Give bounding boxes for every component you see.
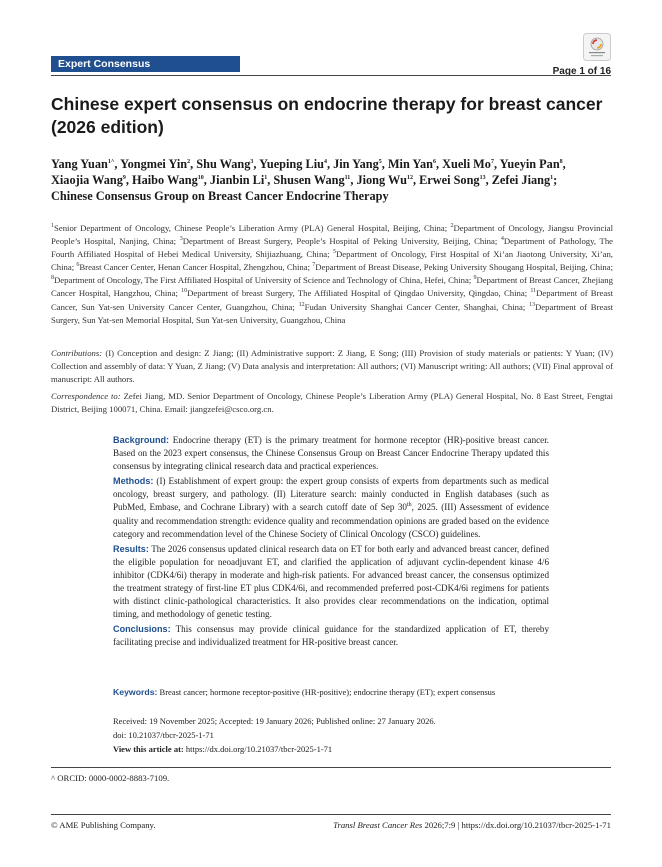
affiliation-marker: 2 [450, 223, 454, 230]
contributions: Contributions: (I) Conception and design: Z Jiang; (II) Administrative support: Z Jiang, E Song; (III) Provision of study materials or patients: Y Yuan; (IV) Collection and assembly of data: Y Yuan, Z Jiang; (V) Data analysis and interpretation: All authors; (VI) Manuscript writing: All authors; (VII) Final approval of manuscript: All authors. [51, 348, 613, 385]
author-affiliation-marker: 1 [550, 174, 554, 181]
section-label: Expert Consensus [51, 56, 240, 72]
journal-citation: Transl Breast Cancer Res 2026;7:9 | https://dx.doi.org/10.21037/tbcr-2025-1-71 [333, 820, 611, 830]
author-affiliation-marker: 13 [479, 174, 486, 181]
header-divider [51, 75, 611, 76]
affiliation-marker: 7 [312, 262, 316, 269]
affiliation-text: Department of Breast Cancer, Zhejiang Cancer Hospital, Hangzhou, China; [51, 275, 613, 299]
footnote-divider [51, 767, 611, 768]
affiliation-marker: 6 [76, 262, 80, 269]
affiliation-marker: 12 [298, 301, 305, 308]
author-name: Jianbin Li [209, 173, 265, 187]
affiliation-text: Department of breast Surgery, The Affiliated Hospital of Qingdao University, Qingdao, China; [187, 288, 531, 299]
affiliation-text: Department of Pathology, The Fourth Affiliated Hospital of Hebei Medical University, Shijiazhuang, China; [51, 236, 614, 260]
abstract-results: Results: The 2026 consensus updated clinical research data on ET for both early and advanced breast cancer, defined the eligible population for neoadjuvant ET, and clarified the application of adjuvant cyclin-dependent kinase 4/6 inhibitor (CDK4/6i) therapy in moderate and high-risk patients. For advanced breast cancer, the consensus optimized the treatment strategy of first-line ET plus CDK4/6i, and recommended preferred post-CDK4/6i regimens for patients with distinct clinic-pathological characteristics. It also provides clear recommendations on the indication, optimal timing, and methodology of genetic testing. [113, 543, 549, 620]
author-name: Shu Wang [196, 157, 251, 171]
article-doi[interactable]: doi: 10.21037/tbcr-2025-1-71 [113, 730, 214, 741]
page-number: Page 1 of 16 [552, 66, 611, 77]
author-name: Min Yan [387, 157, 433, 171]
correspondence: Correspondence to: Zefei Jiang, MD. Senior Department of Oncology, Chinese People’s Liberation Army (PLA) General Hospital, No. 8 East Street, Fengtai District, Beijing 100071, China. Email: jiangzefei@csco.org.cn. [51, 391, 613, 415]
author-name: Zefei Jiang [491, 173, 551, 187]
author-affiliation-marker: 4 [323, 158, 327, 165]
affiliation-marker: 11 [530, 288, 537, 295]
paper-title: Chinese expert consensus on endocrine therapy for breast cancer (2026 edition) [51, 94, 603, 137]
affiliation-text: Fudan University Shanghai Cancer Center, Shanghai, China; [304, 301, 530, 312]
check-for-updates-icon[interactable] [583, 33, 611, 61]
abstract-methods: Methods: (I) Establishment of expert group: the expert group consists of experts from departments such as medical oncology, breast surgery, and pathology. (II) Literature search: mainly conducted in English databases (such as PubMed, Embase, and Cochrane Library) with a search cutoff date of Sep 30th, 2025. (III) Assessment of evidence quality and recommendation strength: evidence quality and recommendation opinions are graded based on the evidence category and recommendation level of the Chinese Society of Clinical Oncology (CSCO) guidelines. [113, 476, 549, 539]
author-group: Chinese Consensus Group on Breast Cancer Endocrine Therapy [51, 189, 389, 203]
author-affiliation-marker: 1^ [107, 158, 115, 165]
affiliation-marker: 3 [179, 236, 183, 243]
author-name: Jin Yang [333, 157, 379, 171]
publisher-credit: © AME Publishing Company. [51, 820, 156, 830]
affiliation-text: Department of Breast Surgery, People’s Hospital of Peking University, Beijing, China; [182, 236, 501, 247]
author-name: Erwei Song [419, 173, 480, 187]
author-affiliation-marker: 10 [197, 174, 204, 181]
abstract-conclusions: Conclusions: This consensus may provide clinical guidance for the standardized application of ET, thereby facilitating precise and individualized treatment for HR-positive breast cancer. [113, 624, 549, 648]
author-affiliation-marker: 2 [187, 158, 191, 165]
affiliation-text: Department of Oncology, Jiangsu Provincial People’s Hospital, Nanjing, China; [51, 223, 613, 247]
author-affiliation-marker: 7 [490, 158, 494, 165]
abstract-background: Background: Endocrine therapy (ET) is the primary treatment for hormone receptor (HR)-positive breast cancer. Based on the 2023 expert consensus, the Chinese Consensus Group on Breast Cancer Endocrine Therapy updated this consensus by integrating clinical research data and practical experiences. [113, 435, 549, 472]
author-affiliation-marker: 12 [406, 174, 413, 181]
author-name: Yang Yuan [51, 157, 108, 171]
affiliation-marker: 1 [51, 223, 54, 230]
affiliation-text: Breast Cancer Center, Henan Cancer Hospital, Zhengzhou, China; [79, 262, 313, 273]
author-name: Yueping Liu [259, 157, 324, 171]
author-affiliation-marker: 3 [250, 158, 254, 165]
affiliation-marker: 5 [332, 249, 336, 256]
affiliation-text: Department of Oncology, The First Affiliated Hospital of University of Science and Technology of China, Hefei, China; [54, 275, 474, 286]
footer-divider [51, 814, 611, 815]
article-dates: Received: 19 November 2025; Accepted: 19 January 2026; Published online: 27 January 2026. [113, 716, 436, 726]
author-affiliation-marker: 11 [344, 174, 351, 181]
affiliation-text: Department of Breast Disease, Peking University Shougang Hospital, Beijing, China; [315, 262, 613, 273]
author-list: Yang Yuan$^{1\^{}}$, Yongmei Yin$^2$, Shu Wang$^3$, Yueping Liu$^4$, Jin Yang$^5$, Min Yan$^6$, Xueli Mo$^7$, Yueyin Pan$^8$, Xiaojia Wang$^9$, Haibo Wang$^{10}$, Jianbin Li$^1$, Shusen Wang$^{11}$, Jiong Wu$^{12}$, Erwei Song$^{13}$, Zefei Jiang$^1$; Chinese Consensus Group on Breast Cancer Endocrine Therapy [51, 157, 566, 203]
author-affiliation-marker: 1 [264, 174, 268, 181]
affiliation-text: Department of Breast Surgery, Sun Yat-sen Memorial Hospital, Sun Yat-sen University, Guangzhou, China [51, 301, 614, 325]
affiliation-marker: 10 [181, 288, 188, 295]
affiliation-marker: 9 [473, 275, 477, 282]
affiliation-text: Department of Breast Cancer, Sun Yat-sen University Cancer Center, Guangzhou, China; [51, 288, 614, 312]
author-name: Shusen Wang [273, 173, 345, 187]
article-meta [113, 714, 553, 757]
affiliation-text: Senior Department of Oncology, Chinese People’s Liberation Army (PLA) General Hospital, Beijing, China; [54, 223, 451, 233]
view-article-link[interactable]: View this article at: https://dx.doi.org/10.21037/tbcr-2025-1-71 [113, 744, 333, 755]
author-name: Xueli Mo [442, 157, 491, 171]
author-name: Yongmei Yin [120, 157, 188, 171]
affiliation-marker: 4 [500, 236, 504, 243]
author-name: Yueyin Pan [499, 157, 560, 171]
author-affiliation-marker: 6 [432, 158, 436, 165]
abstract [113, 434, 549, 652]
affiliation-marker: 8 [51, 275, 54, 282]
affiliation-marker: 13 [529, 301, 536, 308]
author-name: Xiaojia Wang [51, 173, 123, 187]
keywords: Keywords: Breast cancer; hormone receptor-positive (HR-positive); endocrine therapy (ET); expert consensus [113, 687, 496, 697]
affiliation-text: Department of Oncology, First Hospital of Xi’an Jiaotong University, Xi’an, China; [51, 249, 613, 273]
author-affiliation-marker: 5 [378, 158, 382, 165]
affiliations [51, 222, 613, 327]
author-name: Jiong Wu [356, 173, 407, 187]
author-affiliation-marker: 8 [559, 158, 563, 165]
author-affiliation-marker: 9 [122, 174, 126, 181]
orcid-footnote[interactable]: ^ ORCID: 0000-0002-8883-7109. [51, 773, 170, 783]
author-name: Haibo Wang [132, 173, 198, 187]
